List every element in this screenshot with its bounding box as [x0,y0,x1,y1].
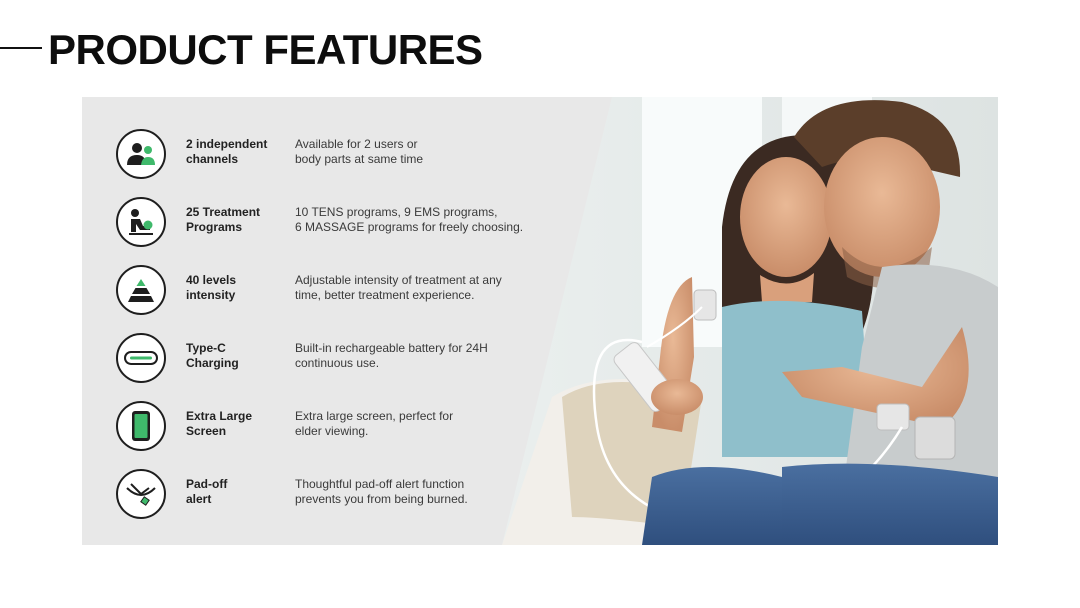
feature-name-line: Pad-off [186,477,228,491]
feature-name-line: Extra Large [186,409,253,423]
feature-desc-line: Adjustable intensity of treatment at any [295,273,502,287]
feature-name [186,409,286,439]
feature-desc-line: Built-in rechargeable battery for 24H [295,341,488,355]
feature-desc-line: 6 MASSAGE programs for freely choosing. [295,220,524,234]
feature-name-line: Type-C [186,341,226,355]
feature-desc-line: continuous use. [295,356,380,370]
feature-name-line: Programs [186,220,243,234]
feature-name-line: Screen [186,424,227,438]
feature-desc-line: Extra large screen, perfect for [295,409,454,423]
feature-description [295,137,565,167]
feature-desc-line: elder viewing. [295,424,369,438]
pad-off-alert-icon [116,469,166,519]
feature-panel [82,97,998,545]
feature-name-line: 25 Treatment [186,205,261,219]
page-title: PRODUCT FEATURES [48,26,483,73]
feature-name-line: 2 independent [186,137,268,151]
phone-screen-icon [116,401,166,451]
feature-name-line: intensity [186,288,236,302]
usb-c-port-icon [116,333,166,383]
feature-name [186,273,286,303]
users-icon [116,129,166,179]
feature-desc-line: 10 TENS programs, 9 EMS programs, [295,205,498,219]
feature-name-line: 40 levels [186,273,237,287]
feature-item-charging [82,328,582,388]
feature-description [295,477,565,507]
title-rule [0,47,42,49]
feature-desc-line: time, better treatment experience. [295,288,475,302]
massage-person-icon [116,197,166,247]
feature-item-intensity [82,260,582,320]
feature-desc-line: prevents you from being burned. [295,492,468,506]
feature-name [186,477,286,507]
feature-name [186,341,286,371]
levels-pyramid-icon [116,265,166,315]
feature-item-programs [82,192,582,252]
feature-description [295,205,565,235]
feature-desc-line: Available for 2 users or [295,137,418,151]
feature-description [295,341,565,371]
feature-item-channels [82,124,582,184]
feature-name-line: Charging [186,356,239,370]
feature-list [82,97,582,545]
feature-name-line: channels [186,152,239,166]
feature-description [295,409,565,439]
feature-item-screen [82,396,582,456]
feature-desc-line: Thoughtful pad-off alert function [295,477,465,491]
feature-name [186,205,286,235]
feature-description [295,273,565,303]
feature-item-pad-off [82,464,582,524]
feature-name-line: alert [186,492,212,506]
feature-name [186,137,286,167]
feature-desc-line: body parts at same time [295,152,424,166]
